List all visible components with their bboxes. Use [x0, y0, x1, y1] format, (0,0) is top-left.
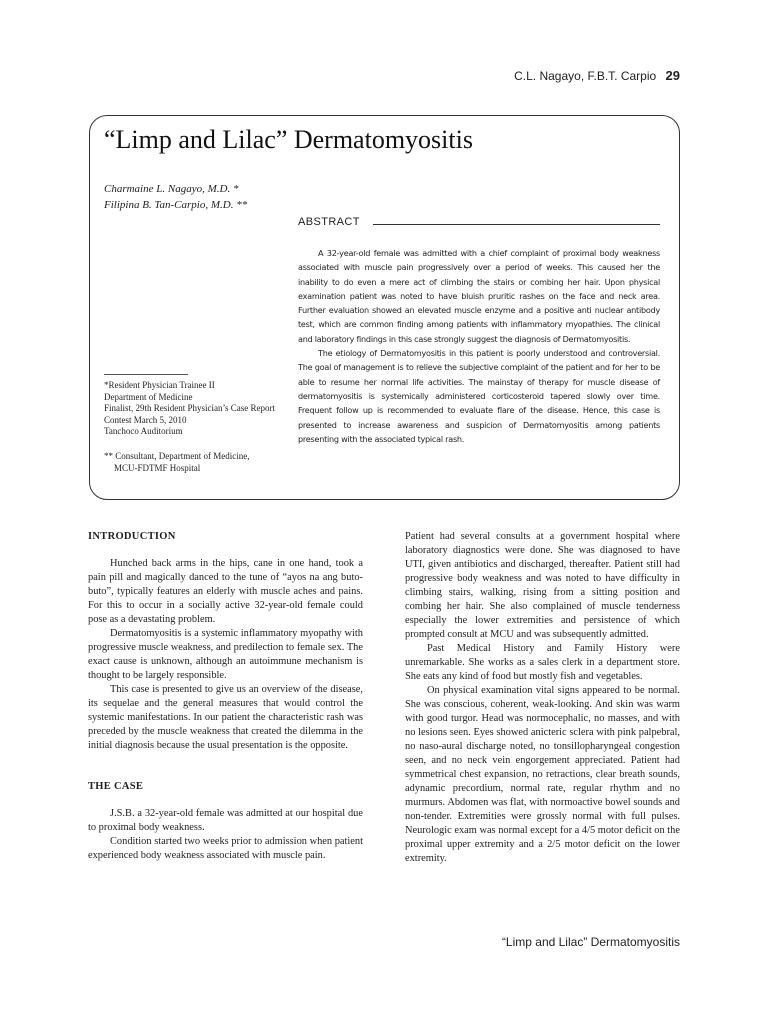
- footnote-resident: [104, 380, 294, 438]
- running-footer: “Limp and Lilac” Dermatomyositis: [501, 935, 680, 949]
- footnote-line: Tanchoco Auditorium: [104, 426, 183, 437]
- abstract-body: [298, 246, 660, 446]
- header-authors: C.L. Nagayo, F.B.T. Carpio: [514, 69, 657, 83]
- abstract-heading: ABSTRACT: [298, 216, 360, 228]
- footnote-line: *Resident Physician Trainee II: [104, 380, 215, 390]
- body-paragraph: Patient had several consults at a government hospital where laboratory diagnostics were done. She was diagnosed to have UTI, given antibiotics and discharged, thereafter. Patient still had progressive body weakness and was noted to have difficulty in climbing stairs, walking, rising from a sitting position and combing her hair. She also complained of muscle tenderness especially the lower extremities and persistence of which prompted consult at MCU and was subsequently admitted.: [405, 531, 680, 640]
- author-list: [104, 181, 247, 213]
- footnote-line: MCU-FDTMF Hospital: [114, 462, 201, 473]
- author-1: Charmaine L. Nagayo, M.D. *: [104, 183, 239, 195]
- abstract-paragraph: The etiology of Dermatomyositis in this patient is poorly understood and controversial. The goal of management is to relieve the subjective complaint of the patient and for her to be able to resume her normal life activities. The mainstay of therapy for muscle disease of dermatomyositis is systemically administered corticosteroid tapered slowly over time. Frequent follow up is recommended to evaluate flare of the disease. Hence, this case is presented to increase awareness and suspicion of Dermatomyositis among patients presenting with the associated typical rash.: [298, 348, 660, 444]
- page-number: 29: [665, 68, 680, 83]
- left-column: [88, 530, 363, 863]
- body-paragraph: On physical examination vital signs appeared to be normal. She was conscious, coherent, weak-looking. And skin was warm with good turgor. Head was normocephalic, no masses, and with no lesions seen. Eyes showed anicteric sclera with pink palpebral, no naso-aural discharge noted, no tonsillopharyngeal congestion seen, and no neck vein engorgement appreciated. Patient had symmetrical chest expansion, no retractions, clear breath sounds, adynamic precordium, normal rate, regular rhythm and no murmurs. Abdomen was flat, with normoactive bowel sounds and non-tender. Extremities were grossly normal with full pulses. Neurologic exam was normal except for a 4/5 motor deficit on the proximal upper extremity and a 2/5 motor deficit on the lower extremity.: [405, 685, 680, 864]
- body-paragraph: Condition started two weeks prior to admission when patient experienced body weakness associated with muscle pain.: [88, 836, 363, 861]
- abstract-paragraph: A 32-year-old female was admitted with a chief complaint of proximal body weakness associated with muscle pain progressively over a period of weeks. This caused her the inability to do even a mere act of climbing the stairs or combing her hair. Upon physical examination patient was noted to have bluish pruritic rashes on the face and neck area. Further evaluation showed an elevated muscle enzyme and a positive anti nuclear antibody test, which are common finding among patients with inflammatory myopathies. The clinical and laboratory findings in this case strongly suggest the diagnosis of Dermatomyositis.: [298, 248, 660, 344]
- author-2: Filipina B. Tan-Carpio, M.D. **: [104, 199, 248, 211]
- footnote-consultant: [104, 451, 294, 474]
- introduction-heading: INTRODUCTION: [88, 531, 176, 542]
- article-title: “Limp and Lilac” Dermatomyositis: [104, 125, 473, 154]
- body-paragraph: Dermatomyositis is a systemic inflammatory myopathy with progressive muscle weakness, and predilection to female sex. The exact cause is unknown, although an autoimmune mechanism is thought to be largely responsible.: [88, 628, 363, 681]
- footnote-divider: [104, 374, 188, 375]
- body-paragraph: This case is presented to give us an overview of the disease, its sequelae and the general measures that would control the systemic manifestations. In our patient the characteristic rash was preceded by the muscle weakness that created the dilemma in the initial diagnosis because the usual presentation is the opposite.: [88, 684, 363, 751]
- right-column: [405, 530, 680, 866]
- case-heading: THE CASE: [88, 781, 144, 792]
- footnote-line: Contest March 5, 2010: [104, 414, 187, 425]
- footnote-line: Department of Medicine: [104, 391, 193, 402]
- running-header: [514, 68, 680, 83]
- body-paragraph: Hunched back arms in the hips, cane in one hand, took a pain pill and magically danced to the tune of “ayos na ang buto-buto”, typically features an elderly with muscle aches and pains. For this to occur in a socially active 32-year-old female could pose as a devastating problem.: [88, 558, 363, 625]
- footnote-line: ** Consultant, Department of Medicine,: [104, 451, 250, 461]
- body-paragraph: J.S.B. a 32-year-old female was admitted at our hospital due to proximal body weakness.: [88, 808, 363, 833]
- body-paragraph: Past Medical History and Family History were unremarkable. She works as a sales clerk in a department store. She eats any kind of food but mostly fish and vegetables.: [405, 643, 680, 682]
- abstract-rule: [373, 224, 660, 225]
- footnote-line: Finalist, 29th Resident Physician’s Case Report: [104, 403, 275, 414]
